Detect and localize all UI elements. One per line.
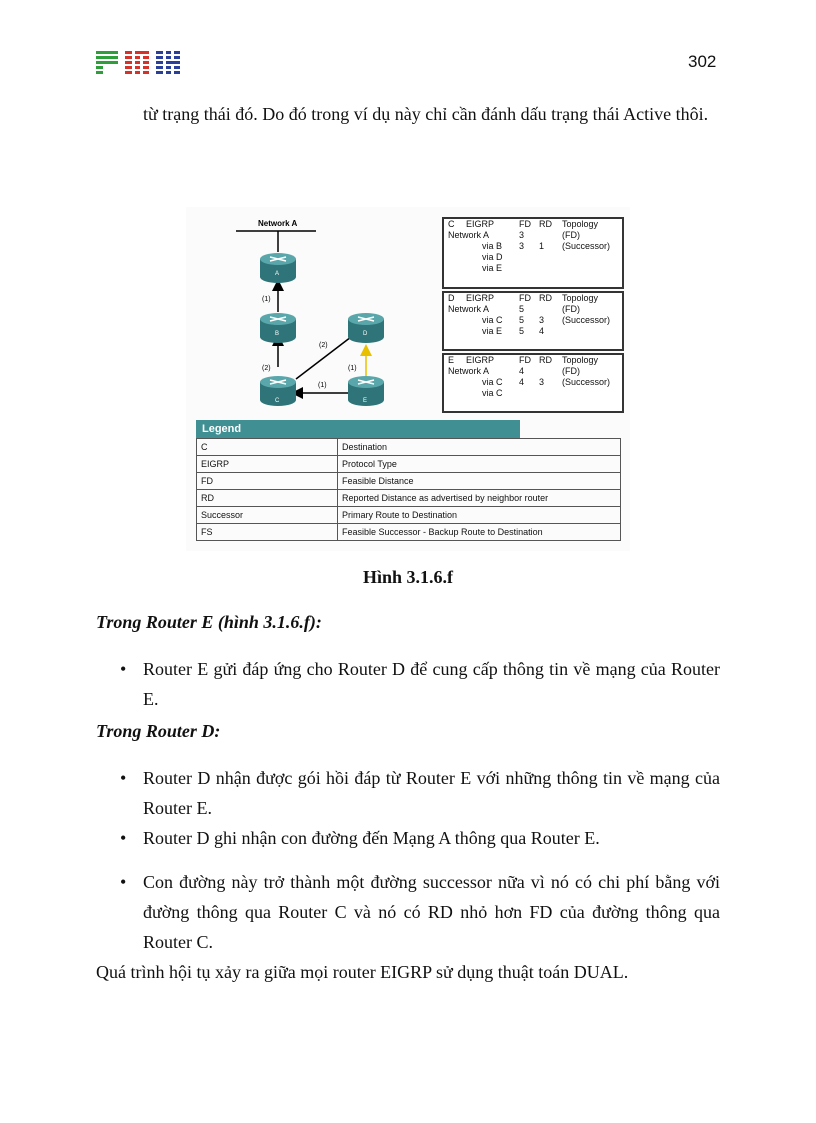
topology-table-e: E EIGRP FD RD Topology Network A 4 (FD) via C 4 3 (Successor) via C [442,353,624,413]
legend-table [196,438,621,541]
list-item: • Router E gửi đáp ứng cho Router D để cung cấp thông tin về mạng của Router E. [120,654,720,714]
bullet-icon: • [120,659,127,679]
legend-row: Successor Primary Route to Destination [197,507,621,524]
router-e-icon [348,376,384,406]
legend-row: RD Reported Distance as advertised by neighbor router [197,490,621,507]
legend-title: Legend [196,420,520,438]
svg-text:E: E [363,398,368,404]
legend-row: FS Feasible Successor - Backup Route to Destination [197,524,621,541]
legend-row: C Destination [197,439,621,456]
svg-text:B: B [275,331,280,337]
network-topology-diagram [186,207,436,417]
page-number: 302 [688,52,717,71]
topology-table-d: D EIGRP FD RD Topology Network A 5 (FD) via C 5 3 (Successor) via E 5 4 [442,291,624,351]
link-label-cd: (2) [319,342,328,349]
list-item: • Router D ghi nhận con đường đến Mạng A thông qua Router E. [120,823,720,853]
eigrp-figure [186,207,630,551]
router-a-icon [260,253,296,283]
router-d-icon [348,313,384,343]
list-item: • Con đường này trở thành một đường successor nữa vì nó có chi phí bằng với đường thông qua Router C và nó có RD nhỏ hơn FD của đường thông qua Router C. [120,867,720,957]
bullet-icon: • [120,768,127,788]
topology-table-c: C EIGRP FD RD Topology Network A 3 (FD) via B 3 1 (Successor) via D via E [442,217,624,289]
section-heading-router-d: Trong Router D: [96,721,221,741]
legend-row: FD Feasible Distance [197,473,621,490]
router-b-icon [260,313,296,343]
pnh-logo [96,51,180,77]
link-label-ec: (1) [318,382,327,389]
bullet-icon: • [120,828,127,848]
bullet-icon: • [120,872,127,892]
figure-caption: Hình 3.1.6.f [362,567,454,587]
svg-text:A: A [275,271,280,277]
svg-text:D: D [363,331,368,337]
legend [196,420,621,541]
section-heading-router-e: Trong Router E (hình 3.1.6.f): [96,612,322,632]
intro-paragraph: từ trạng thái đó. Do đó trong ví dụ này chỉ cần đánh dấu trạng thái Active thôi. [143,104,709,124]
link-label-ab: (1) [262,296,271,303]
svg-text:C: C [275,398,280,404]
list-item: • Router D nhận được gói hồi đáp từ Router E với những thông tin về mạng của Router E. [120,763,720,823]
legend-row: EIGRP Protocol Type [197,456,621,473]
closing-paragraph: Quá trình hội tụ xảy ra giữa mọi router EIGRP sử dụng thuật toán DUAL. [96,962,629,982]
link-label-bc: (2) [262,365,271,372]
router-c-icon [260,376,296,406]
network-a-label: Network A [258,219,298,228]
link-label-de: (1) [348,365,357,372]
